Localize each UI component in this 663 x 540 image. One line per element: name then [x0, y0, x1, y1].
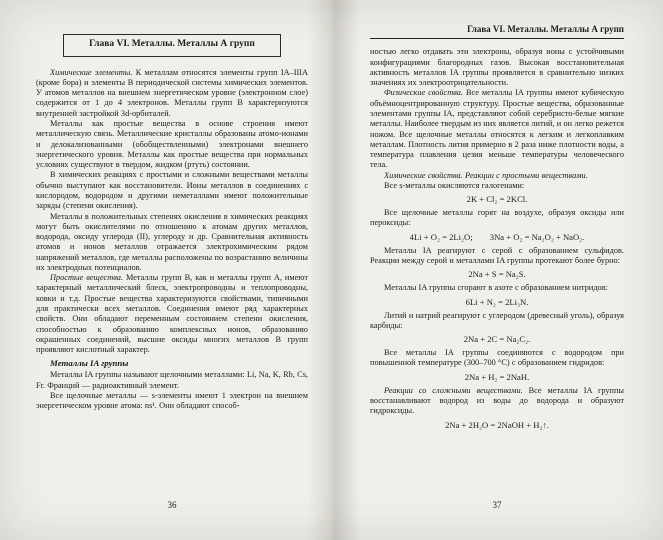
paragraph-lead: Химические элементы.	[50, 67, 133, 77]
running-head: Глава VI. Металлы. Металлы А групп	[370, 24, 624, 39]
paragraph-lead: Реакции со сложными веществами.	[384, 385, 523, 395]
chapter-title: Глава VI. Металлы. Металлы А групп	[89, 39, 255, 49]
paragraph	[370, 47, 624, 88]
paragraph	[36, 170, 308, 211]
paragraph	[370, 88, 624, 170]
paragraph	[36, 273, 308, 355]
paragraph-text: Металлы в положительных степенях окисления в химических реакциях могут быть окислителями по отношению к атомам других металлов, водорода, оксиду углерода (II), углероду и др. Сравнительная активность атомов и ионов металлов отражается электрохимическим рядом напряжений металлов, где металлы расположены по возрастанию величины их электродных потенциалов.	[36, 211, 308, 272]
page-left	[36, 34, 308, 412]
page-number-right: 37	[492, 500, 502, 510]
paragraph	[370, 348, 624, 369]
paragraph-lead: Простые вещества.	[50, 273, 123, 283]
paragraph-text: Металлы групп В, как и металлы групп А, имеют характерный металлический блеск, электропроводны и теплопроводны, ковки и т.д. Простые вещества характеризуются свойствами, типичными для практически всех металлов. Соединения имеют ряд характерных свойств. Они обладают переменным состоянием степени окисления, способностью к образованию комплексных ионов, образованию окрашенных соединений, высшие оксиды многих металлов В групп проявляют кислотный характер.	[36, 273, 308, 355]
paragraph	[36, 370, 308, 391]
paragraph	[370, 246, 624, 267]
chemical-equation: 4Li + O₂ = 2Li₂O; 3Na + O₂ = Na₂O₂ + NaO₂.	[409, 231, 585, 242]
chemical-equation: 6Li + N₂ = 2Li₃N.	[465, 296, 529, 307]
page-right	[370, 24, 624, 434]
paragraph	[36, 68, 308, 119]
paragraph-text: ностью легко отдавать эти электроны, образуя ионы с устойчивыми конфигурациями благородных газов. Высокая восстановительная активность металлов IA группы проявляется в сравнительно низких значениях их электроотрицательности.	[370, 47, 624, 88]
chemical-equation: 2Na + 2C = Na₂C₂.	[463, 334, 531, 345]
chemical-equation: 2Na + S = Na₂S.	[468, 269, 526, 280]
paragraph-text: К металлам относятся элементы групп IA–IIIA (кроме бора) и элементы В периодической системы химических элементов. У атомов металлов на внешнем энергетическом уровне (электронном слое) содержится от 1 до 4 электронов. Металлы групп В характеризуются внутренней застройкой 3d-орбиталей.	[36, 67, 308, 118]
chemical-equation: 2K + Cl₂ = 2KCl.	[466, 194, 528, 205]
paragraph	[370, 386, 624, 417]
paragraph	[370, 283, 624, 293]
paragraph	[370, 171, 624, 181]
paragraph-text: Металлы как простые вещества в основе строения имеют металлическую связь. Металлические кристаллы образованы атомо-ионами и делокализованными (обобществленными) электронами внешнего энергетического уровня. Металлы как простые вещества при нормальных условиях существуют в твердом, жидком (ртуть) состоянии.	[36, 118, 308, 170]
paragraph-lead: Физические свойства.	[384, 88, 463, 98]
paragraph-text: Все металлы IA группы соединяются с водородом при повышенной температуре (300–700 °C) с образованием гидридов:	[370, 348, 624, 368]
paragraph-text: Все щелочные металлы — s-элементы имеют 1 электрон на внешнем энергетическом уровне атома: ns¹. Они обладают способ-	[36, 391, 308, 411]
paragraph-text: Металлы IA группы сгорают в азоте с образованием нитридов:	[384, 283, 608, 293]
book-gutter-shadow	[308, 0, 360, 540]
paragraph	[370, 181, 624, 191]
chemical-equation: 2Na + 2H₂O = 2NaOH + H₂↑.	[445, 419, 549, 430]
paragraph	[36, 119, 308, 170]
paragraph-text: Металлы IA реагируют с серой с образованием сульфидов. Реакции между серой и металлами IA группы протекают более бурно:	[370, 245, 624, 266]
page-number-left: 36	[167, 500, 177, 510]
paragraph-text: Все s-металлы окисляются галогенами:	[384, 180, 525, 190]
paragraph-text: Литий и натрий реагируют с углеродом (древесный уголь), образуя карбиды:	[370, 310, 624, 330]
paragraph-text: Все металлы IA группы восстанавливают водород из воды до водорода и образуют гидроксиды.	[370, 385, 624, 416]
section-heading: Металлы IA группы	[50, 358, 129, 369]
paragraph-text: В химических реакциях с простыми и сложными веществами металлы обычно выступают как восстановители. Ионы металлов в соединениях с кислородом, водородом и другими неметаллами имеют положительные заряды (степени окисления).	[36, 170, 308, 211]
paragraph	[370, 208, 624, 229]
paragraph	[370, 311, 624, 332]
paragraph	[36, 391, 308, 412]
chapter-title-box	[63, 34, 281, 57]
paragraph-text: Все металлы IA группы имеют кубическую объёмноцентрированную структуру. Простые вещества, образованные элементами группы IA, представляют собой серебристо-белые мягкие металлы. Наиболее твердым из них является литий, и он легко режется ножом. Все щелочные металлы относятся к легким и легкоплавким металлам. Плотность лития примерно в 2 раза ниже плотности воды, а температура плавления цезия меньше температуры человеческого тела.	[370, 88, 625, 170]
chemical-equation: 2Na + H₂ = 2NaH.	[464, 371, 530, 382]
paragraph-text: Все щелочные металлы горят на воздухе, образуя оксиды или пероксиды:	[370, 208, 624, 228]
paragraph-lead: Химические свойства. Реакции с простыми веществами.	[384, 170, 588, 180]
paragraph	[36, 212, 308, 274]
paragraph-text: Металлы IA группы называют щелочными металлами: Li, Na, K, Rb, Cs, Fr. Франций — радиоактивный элемент.	[36, 370, 308, 390]
